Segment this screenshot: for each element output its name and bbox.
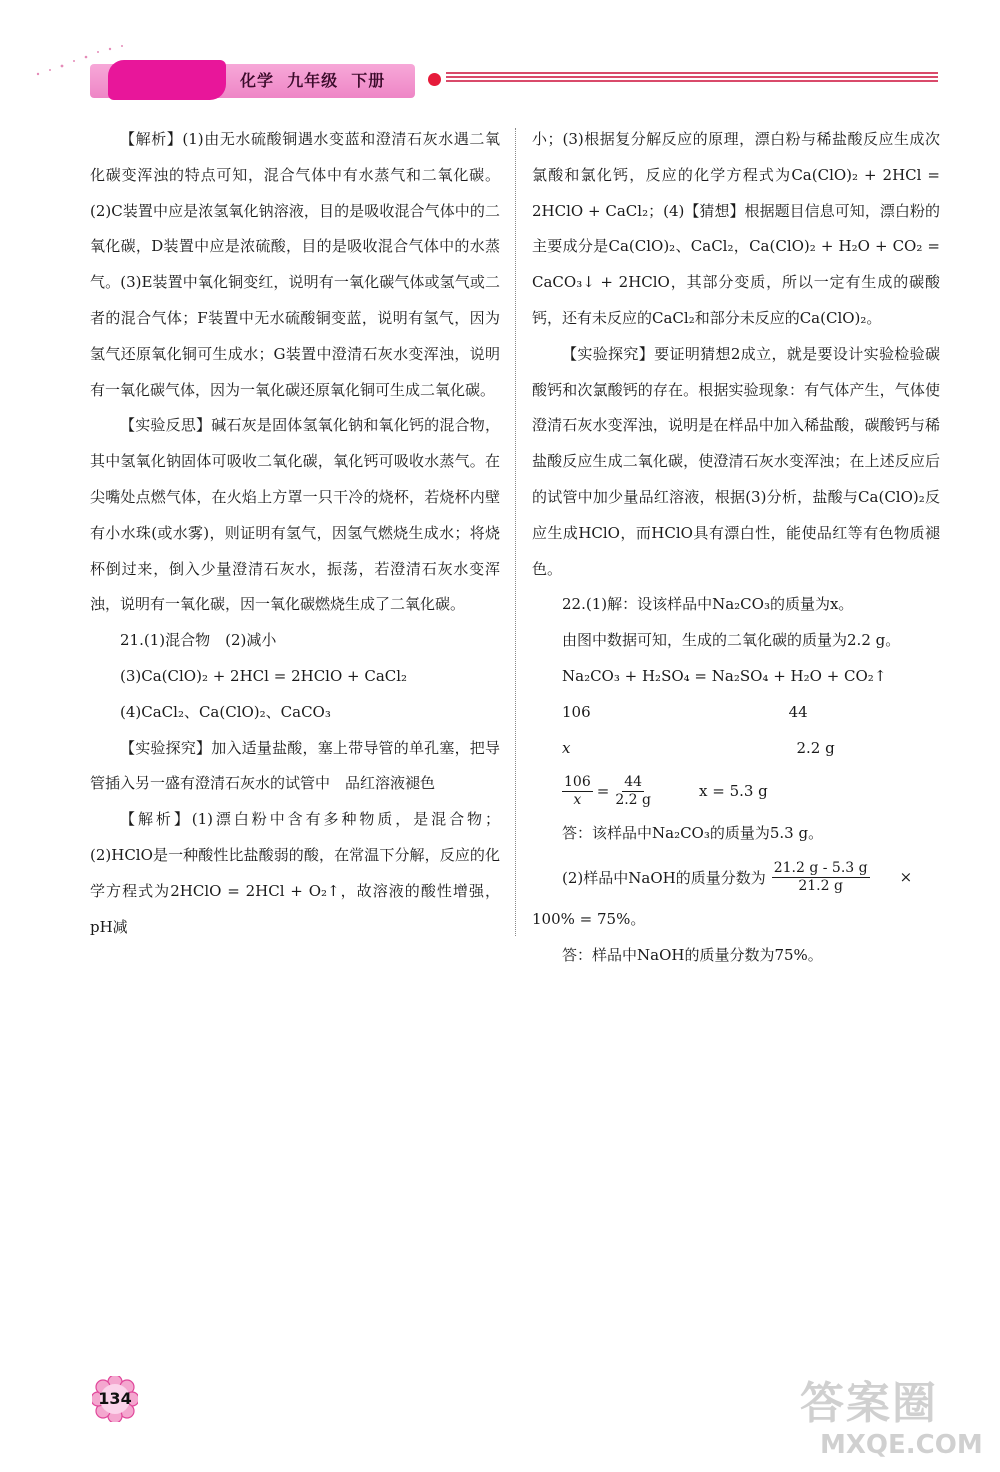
percent-result: 100% = 75%。 (532, 910, 646, 929)
naoh-fraction-row (532, 852, 940, 902)
reflection-paragraph: 【实验反思】碱石灰是固体氢氧化钠和氧化钙的混合物，其中氢氧化钠固体可吸收二氧化碳，氧化钙可吸收水蒸气。在尖嘴处点燃气体，在火焰上方罩一只干冷的烧杯，若烧杯内壁有小水珠(或水雾)，则证明有氢气，因氢气燃烧生成水；将烧杯倒过来，倒入少量澄清石灰水，振荡，若澄清石灰水变浑浊，说明有一氧化碳，因一氧化碳燃烧生成了二氧化碳。 (90, 416, 500, 614)
mass-left: 106 (562, 702, 591, 721)
answer-2: 答：样品中NaOH的质量分数为75%。 (562, 945, 823, 964)
naoh-fraction-num: 21.2 g - 5.3 g (773, 859, 868, 876)
analysis-paragraph-2: 【解析】(1)漂白粉中含有多种物质，是混合物；(2)HClO是一种酸性比盐酸弱的酸，在常温下分解，反应的化学方程式为2HClO = 2HCl + O₂↑，故溶液的酸性增强，pH减 (90, 810, 500, 936)
header-dot-icon (428, 73, 441, 86)
var-left: x (562, 738, 571, 757)
column-divider (515, 128, 516, 936)
naoh-fraction (772, 860, 870, 895)
fraction-1-num: 106 (564, 773, 591, 790)
answer-21-1-2: 21.(1)混合物 (2)减小 (120, 631, 277, 650)
co2-mass-statement: 由图中数据可知，生成的二氧化碳的质量为2.2 g。 (562, 631, 901, 650)
answer-22-intro: 22.(1)解：设该样品中Na₂CO₃的质量为x。 (562, 595, 854, 614)
multiply-sign: × (899, 868, 913, 887)
fraction-1 (562, 774, 593, 809)
experiment-answer: 【实验探究】加入适量盐酸，塞上带导管的单孔塞，把导管插入另一盛有澄清石灰水的试管中 品红溶液褪色 (90, 738, 500, 793)
left-column (90, 122, 500, 945)
mass-ratio-row (532, 695, 940, 731)
naoh-fraction-den: 21.2 g (798, 877, 843, 894)
header-lines (446, 72, 938, 88)
answer-1: 答：该样品中Na₂CO₃的质量为5.3 g。 (562, 824, 824, 843)
reaction-equation: Na₂CO₃ + H₂SO₄ = Na₂SO₄ + H₂O + CO₂↑ (562, 666, 887, 685)
fraction-2-num: 44 (624, 773, 643, 790)
header-tab (108, 60, 226, 100)
analysis-continued: 小；(3)根据复分解反应的原理，漂白粉与稀盐酸反应生成次氯酸和氯化钙，反应的化学方程式为Ca(ClO)₂ + 2HCl = 2HClO + CaCl₂；(4)【猜想】根据题目信息可知，漂白粉的主要成分是Ca(ClO)₂、CaCl₂，Ca(ClO)₂ + H₂O + CO₂ = CaCO₃↓ + 2HClO，其部分变质，所以一定有生成的碳酸钙，还有未反应的CaCl₂和部分未反应的Ca(ClO)₂。 (532, 130, 940, 327)
proportion-row (532, 766, 940, 816)
answer-21-3: (3)Ca(ClO)₂ + 2HCl = 2HClO + CaCl₂ (120, 666, 408, 685)
variable-row (532, 731, 940, 767)
page-number: 134 (98, 1389, 132, 1408)
result-value: x = 5.3 g (699, 782, 768, 801)
page-number-badge (92, 1376, 138, 1422)
experiment-analysis: 【实验探究】要证明猜想2成立，就是要设计实验检验碳酸钙和次氯酸钙的存在。根据实验现象：有气体产生，气体使澄清石灰水变浑浊，说明是在样品中加入稀盐酸，碳酸钙与稀盐酸反应生成二氧化碳，使澄清石灰水变浑浊；在上述反应后的试管中加少量品红溶液，根据(3)分析，盐酸与Ca(ClO)₂反应生成HClO，而HClO具有漂白性，能使品红等有色物质褪色。 (532, 344, 940, 578)
header-title: 化学 九年级 下册 (240, 71, 386, 90)
fraction-2-den: 2.2 g (615, 791, 651, 808)
watermark-logo: 答案圈 (800, 1378, 938, 1429)
watermark-url: MXQE.COM (820, 1430, 983, 1460)
watermark (800, 1378, 990, 1468)
fraction-2 (613, 774, 653, 809)
mass-right: 44 (788, 702, 808, 721)
answer-21-4: (4)CaCl₂、Ca(ClO)₂、CaCO₃ (120, 702, 331, 721)
fraction-1-den: x (573, 791, 582, 808)
naoh-text: (2)样品中NaOH的质量分数为 (562, 868, 766, 887)
fraction-equals: = (596, 782, 610, 801)
var-right: 2.2 g (796, 738, 835, 757)
analysis-paragraph-1: 【解析】(1)由无水硫酸铜遇水变蓝和澄清石灰水遇二氧化碳变浑浊的特点可知，混合气体中有水蒸气和二氧化碳。(2)C装置中应是浓氢氧化钠溶液，目的是吸收混合气体中的二氧化碳，D装置中应是浓硫酸，目的是吸收混合气体中的水蒸气。(3)E装置中氧化铜变红，说明有一氧化碳气体或氢气或二者的混合气体；F装置中无水硫酸铜变蓝，说明有氢气，因为氢气还原氧化铜可生成水；G装置中澄清石灰水变浑浊，说明有一氧化碳气体，因为一氧化碳还原氧化铜可生成二氧化碳。 (90, 130, 500, 399)
right-column (532, 122, 940, 974)
